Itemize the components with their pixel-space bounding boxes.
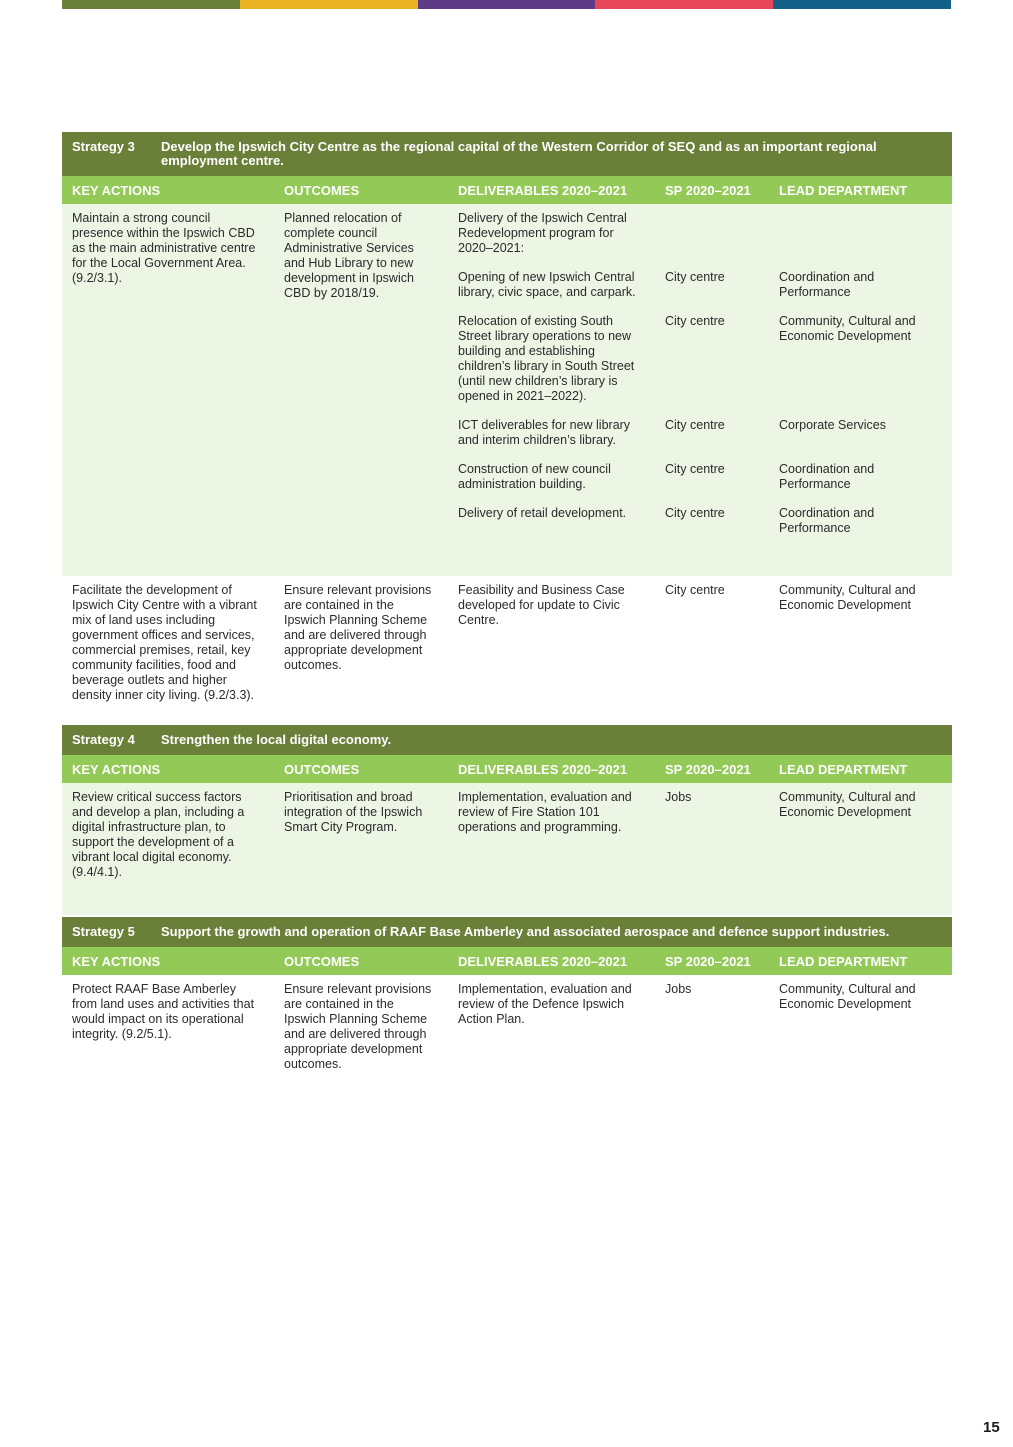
lead-cell: Community, Cultural and Economic Development (779, 790, 916, 819)
strategy-number: Strategy 4 (72, 732, 135, 747)
outcome-cell: Prioritisation and broad integration of the Ipswich Smart City Program. (284, 790, 423, 834)
key-action-cell: Facilitate the development of Ipswich City Centre with a vibrant mix of land uses including government offices and services, commercial premises, retail, key community facilities, food and beverage outlets and higher density inner city living. (9.2/3.3). (72, 583, 257, 702)
deliverable-cell: Feasibility and Business Case developed for update to Civic Centre. (458, 583, 625, 627)
key-action-cell: Maintain a strong council presence within the Ipswich CBD as the main administrative centre for the Local Government Area. (9.2/3.1). (72, 211, 256, 285)
strategy-5-header (62, 917, 952, 947)
sp-cell: City centre (665, 314, 725, 328)
deliverable-intro: Delivery of the Ipswich Central Redevelopment program for 2020–2021: (458, 211, 627, 255)
strategy-number: Strategy 3 (72, 139, 135, 154)
strategy-title: Support the growth and operation of RAAF Base Amberley and associated aerospace and defence support industries. (161, 924, 890, 939)
strategy-4-table (62, 725, 952, 915)
table-row (62, 204, 952, 576)
strategy-5-table (62, 917, 952, 1079)
col-key-actions: KEY ACTIONS (72, 953, 161, 969)
outcome-cell: Ensure relevant provisions are contained in the Ipswich Planning Scheme and are delivered through appropriate development outcomes. (284, 583, 432, 672)
table-row (62, 576, 952, 724)
deliverable-cell: Opening of new Ipswich Central library, civic space, and carpark. (458, 270, 636, 299)
table-row (62, 975, 952, 1079)
col-outcomes: OUTCOMES (284, 953, 360, 969)
color-band-red (595, 0, 773, 9)
strategy-title: Develop the Ipswich City Centre as the regional capital of the Western Corridor of SEQ and as an important regional employment centre. (161, 139, 877, 168)
key-action-cell: Review critical success factors and develop a plan, including a digital infrastructure plan, to support the development of a vibrant local digital economy. (9.4/4.1). (72, 790, 245, 879)
col-outcomes: OUTCOMES (284, 761, 360, 777)
page-number: 15 (983, 1419, 1000, 1436)
col-lead: LEAD DEPARTMENT (779, 953, 908, 969)
strategy-4-header (62, 725, 952, 755)
col-sp: SP 2020–2021 (665, 953, 751, 969)
column-headers (62, 947, 952, 975)
color-band-blue (773, 0, 951, 9)
col-sp: SP 2020–2021 (665, 761, 751, 777)
sp-cell: City centre (665, 583, 725, 597)
column-headers (62, 755, 952, 783)
deliverable-cell: Delivery of retail development. (458, 506, 627, 520)
sp-cell: City centre (665, 270, 725, 284)
lead-cell: Community, Cultural and Economic Development (779, 314, 916, 343)
col-deliverables: DELIVERABLES 2020–2021 (458, 953, 628, 969)
lead-cell: Coordination and Performance (779, 506, 875, 535)
column-headers (62, 176, 952, 204)
deliverable-cell: Implementation, evaluation and review of the Defence Ipswich Action Plan. (458, 982, 632, 1026)
sp-cell: Jobs (665, 790, 692, 804)
color-band (62, 0, 951, 9)
sp-cell: City centre (665, 506, 725, 520)
deliverable-cell: Implementation, evaluation and review of Fire Station 101 operations and programming. (458, 790, 632, 834)
lead-cell: Community, Cultural and Economic Development (779, 583, 916, 612)
col-deliverables: DELIVERABLES 2020–2021 (458, 182, 628, 198)
strategy-3-header (62, 132, 952, 176)
lead-cell: Corporate Services (779, 418, 886, 432)
lead-cell: Coordination and Performance (779, 270, 875, 299)
key-action-cell: Protect RAAF Base Amberley from land uses and activities that would impact on its operational integrity. (9.2/5.1). (72, 982, 255, 1041)
color-band-yellow (240, 0, 418, 9)
table-row (62, 783, 952, 915)
deliverable-cell: ICT deliverables for new library and interim children’s library. (458, 418, 631, 447)
deliverables-group (448, 204, 952, 576)
strategy-number: Strategy 5 (72, 924, 135, 939)
col-key-actions: KEY ACTIONS (72, 182, 161, 198)
col-deliverables: DELIVERABLES 2020–2021 (458, 761, 628, 777)
sp-cell: City centre (665, 418, 725, 432)
strategy-title: Strengthen the local digital economy. (161, 732, 392, 747)
lead-cell: Community, Cultural and Economic Development (779, 982, 916, 1011)
outcome-cell: Planned relocation of complete council Administrative Services and Hub Library to new development in Ipswich CBD by 2018/19. (284, 211, 414, 300)
sp-cell: Jobs (665, 982, 692, 996)
col-sp: SP 2020–2021 (665, 182, 751, 198)
strategy-3-table (62, 132, 952, 724)
color-band-green (62, 0, 240, 9)
deliverable-cell: Relocation of existing South Street library operations to new building and establishing children’s library in South Street (until new children’s library is opened in 2021–2022). (458, 314, 635, 403)
deliverable-cell: Construction of new council administration building. (458, 462, 611, 491)
lead-cell: Coordination and Performance (779, 462, 875, 491)
col-lead: LEAD DEPARTMENT (779, 761, 908, 777)
col-key-actions: KEY ACTIONS (72, 761, 161, 777)
sp-cell: City centre (665, 462, 725, 476)
outcome-cell: Ensure relevant provisions are contained in the Ipswich Planning Scheme and are delivered through appropriate development outcomes. (284, 982, 432, 1071)
col-outcomes: OUTCOMES (284, 182, 360, 198)
color-band-purple (418, 0, 596, 9)
col-lead: LEAD DEPARTMENT (779, 182, 908, 198)
